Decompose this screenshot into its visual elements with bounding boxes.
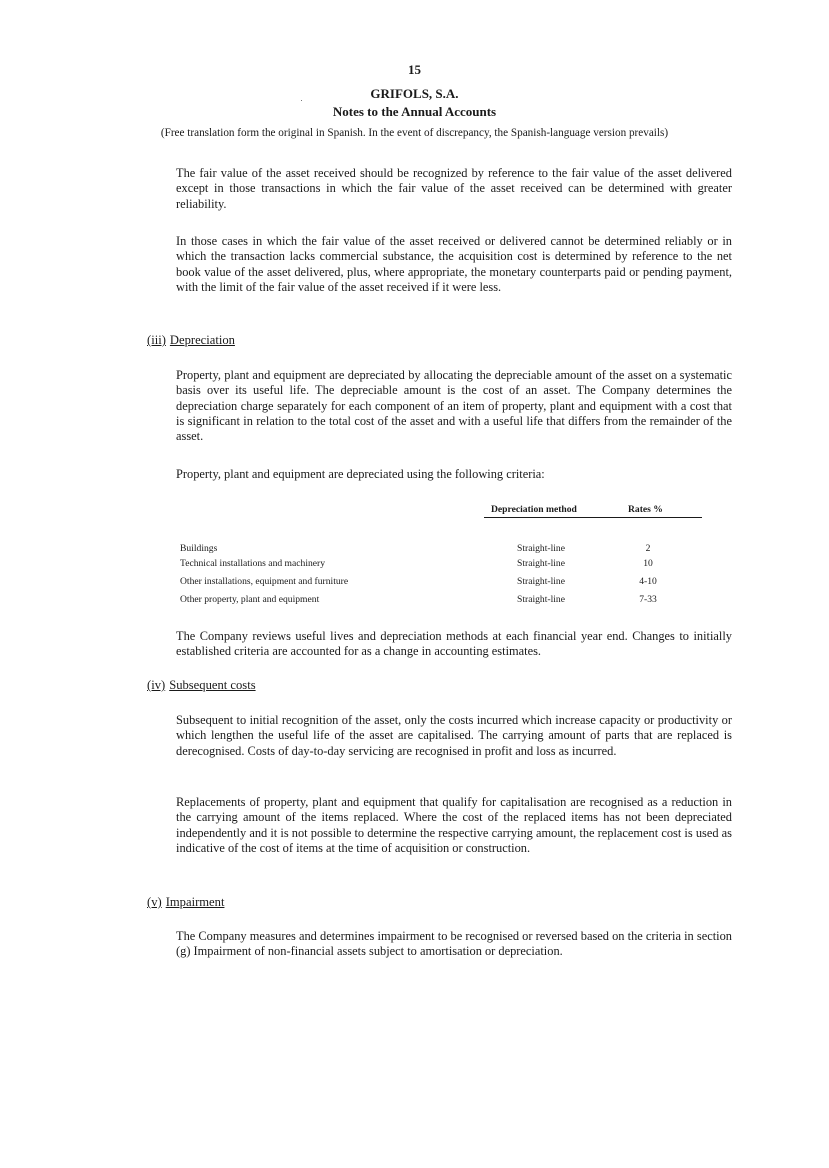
section-title: Impairment <box>165 895 225 909</box>
section-heading-impairment <box>147 895 224 910</box>
depreciation-paragraph-review: The Company reviews useful lives and depreciation methods at each financial year end. Changes to initially established criteria are accounted for as a change in accounting estimates. <box>176 629 732 659</box>
depreciation-method: Straight-line <box>517 594 565 605</box>
impairment-paragraph: The Company measures and determines impairment to be recognised or reversed based on the criteria in section (g) Impairment of non-financial assets subject to amortisation or depreciation. <box>176 929 732 959</box>
table-row <box>0 543 829 557</box>
depreciation-paragraph-allocation: Property, plant and equipment are depreciated by allocating the depreciable amount of the asset on a systematic basis over its useful life. The depreciable amount is the cost of an asset. The Company determines the depreciation charge separately for each component of an item of property, plant and equipment with a cost that is significant in relation to the total cost of the asset and with a useful life that differs from the remainder of the asset. <box>176 368 732 444</box>
section-heading-subsequent-costs <box>147 678 256 693</box>
asset-class: Technical installations and machinery <box>180 558 326 569</box>
table-row <box>0 576 829 590</box>
depreciation-rate: 2 <box>645 543 651 554</box>
section-number: (iv) <box>147 678 166 692</box>
depreciation-rate: 4-10 <box>639 576 657 587</box>
page-number: 15 <box>408 62 421 77</box>
section-heading-depreciation <box>147 333 235 348</box>
depreciation-method: Straight-line <box>517 558 565 569</box>
asset-class: Other property, plant and equipment <box>180 594 320 605</box>
section-number: (v) <box>147 895 162 909</box>
depreciation-rate: 10 <box>643 558 653 569</box>
table-header-rule <box>484 517 702 518</box>
table-header-method: Depreciation method <box>491 504 577 515</box>
intro-paragraph-fair-value: The fair value of the asset received should be recognized by reference to the fair value of the asset delivered except in those transactions in which the fair value of the asset received can be determined with greater reliability. <box>176 166 732 211</box>
section-title: Subsequent costs <box>169 678 256 692</box>
depreciation-rate: 7-33 <box>639 594 657 605</box>
subsequent-costs-paragraph-replacements: Replacements of property, plant and equipment that qualify for capitalisation are recognised as a reduction in the carrying amount of the items replaced. Where the cost of the replaced items has not been depreciated independently and it is not possible to determine the respective carrying amount, the replacement cost is used as indicative of the cost of items at the time of acquisition or construction. <box>176 795 732 855</box>
depreciation-paragraph-criteria: Property, plant and equipment are depreciated using the following criteria: <box>176 467 545 481</box>
table-row <box>0 558 829 572</box>
asset-class: Other installations, equipment and furniture <box>180 576 349 587</box>
table-header-rates: Rates % <box>628 504 663 515</box>
section-number: (iii) <box>147 333 166 347</box>
company-name: GRIFOLS, S.A. <box>370 86 459 101</box>
intro-paragraph-cost-determination: In those cases in which the fair value of the asset received or delivered cannot be determined reliably or in which the transaction lacks commercial substance, the acquisition cost is determined by reference to the net book value of the asset delivered, plus, where appropriate, the monetary counterparts paid or pending payment, with the limit of the fair value of the asset received if it were less. <box>176 234 732 294</box>
section-title: Depreciation <box>169 333 235 347</box>
translation-disclaimer: (Free translation form the original in Spanish. In the event of discrepancy, the Spanish-language version prevails) <box>160 127 669 139</box>
table-row <box>0 594 829 608</box>
document-title: Notes to the Annual Accounts <box>332 104 497 119</box>
depreciation-method: Straight-line <box>517 576 565 587</box>
depreciation-method: Straight-line <box>517 543 565 554</box>
subsequent-costs-paragraph-capitalisation: Subsequent to initial recognition of the asset, only the costs incurred which increase capacity or productivity or which lengthen the useful life of the asset are capitalised. The carrying amount of parts that are replaced is derecognised. Costs of day-to-day servicing are recognised in profit and loss as incurred. <box>176 713 732 758</box>
asset-class: Buildings <box>180 543 218 554</box>
